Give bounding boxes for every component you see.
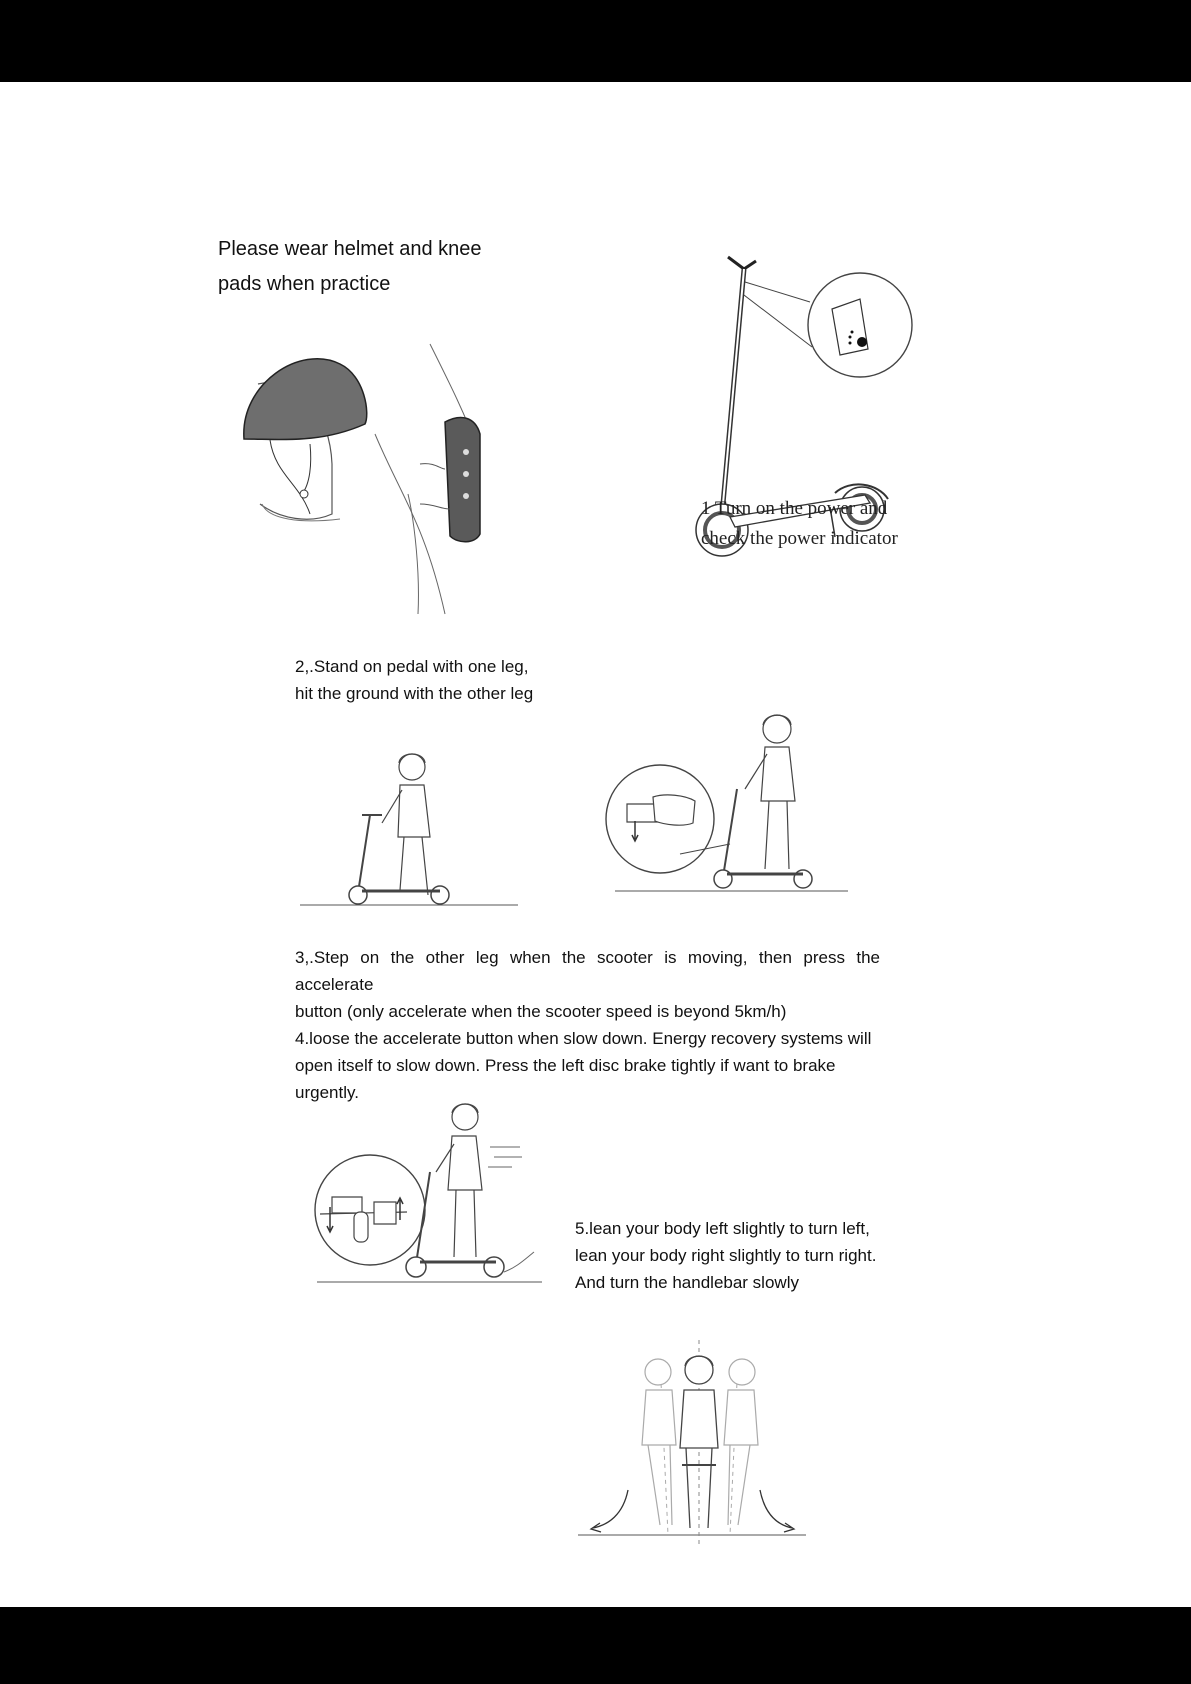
bottom-black-bar — [0, 1607, 1191, 1684]
step-5-line-2: lean your body right slightly to turn right. — [575, 1246, 877, 1265]
steps-3-4-caption — [295, 944, 880, 1106]
knee-pad-icon — [445, 418, 480, 542]
rider-push-off-illustration — [300, 745, 520, 910]
step-2-line-2: hit the ground with the other leg — [295, 684, 534, 703]
step-4-line-3: urgently. — [295, 1083, 359, 1102]
manual-page — [0, 82, 1191, 1607]
step-3-line-2: button (only accelerate when the scooter speed is beyond 5km/h) — [295, 1002, 787, 1021]
rider-turning-illustration — [578, 1340, 808, 1545]
helmet-icon — [244, 359, 367, 440]
helmet-and-knee-pad-illustration — [240, 344, 505, 624]
rider-accelerate-illustration — [605, 709, 850, 894]
step-5-line-3: And turn the handlebar slowly — [575, 1273, 799, 1292]
step-1-caption — [701, 494, 898, 554]
top-black-bar — [0, 0, 1191, 82]
step-4-line-1: 4.loose the accelerate button when slow down. Energy recovery systems will — [295, 1029, 872, 1048]
step-5-caption — [575, 1215, 876, 1296]
step-1-line-2: check the power indicator — [701, 528, 898, 549]
step-2-line-1: 2,.Stand on pedal with one leg, — [295, 657, 529, 676]
step-2-caption — [295, 653, 533, 707]
step-4-line-2: open itself to slow down. Press the left disc brake tightly if want to brake — [295, 1056, 836, 1075]
step-5-line-1: 5.lean your body left slightly to turn left, — [575, 1219, 870, 1238]
safety-note — [218, 232, 482, 302]
safety-note-line-2: pads when practice — [218, 273, 391, 295]
rider-braking-illustration — [312, 1102, 547, 1287]
safety-note-line-1: Please wear helmet and knee — [218, 238, 482, 260]
step-1-line-1: 1 Turn on the power and — [701, 498, 888, 519]
step-3-line-1: 3,.Step on the other leg when the scooter is moving, then press the accelerate — [295, 948, 880, 994]
